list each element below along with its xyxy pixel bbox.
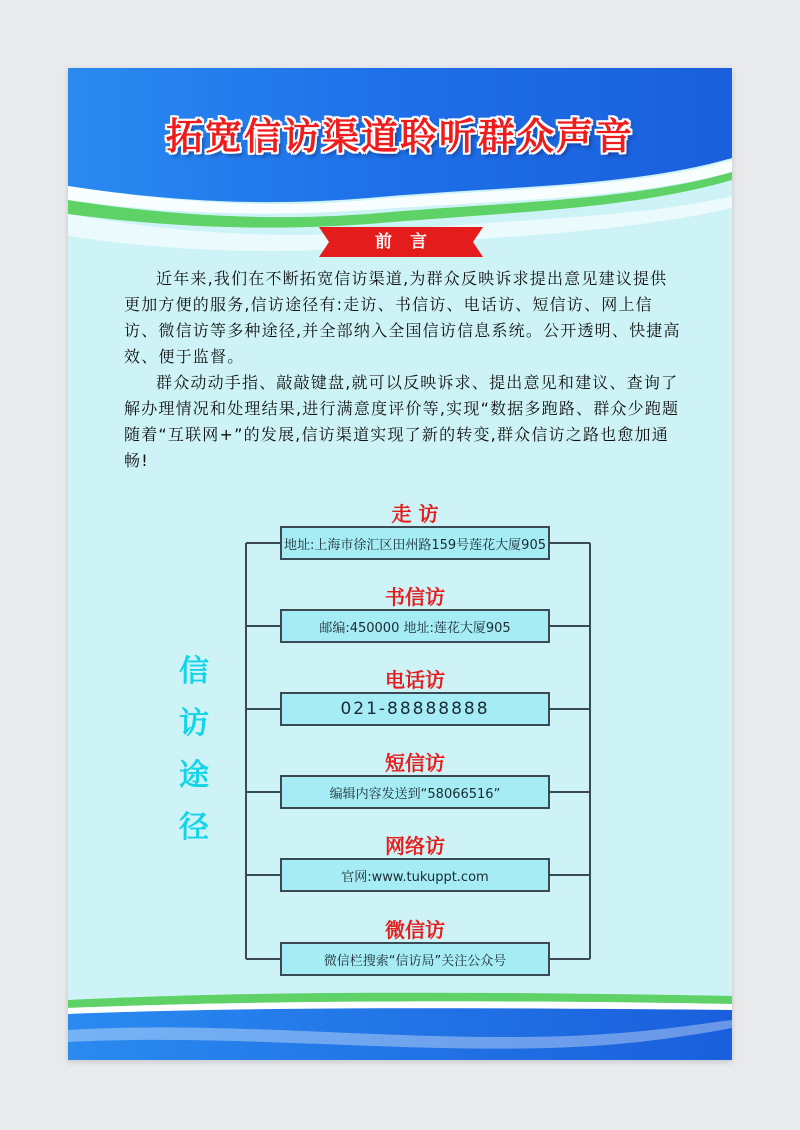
info-text: 微信栏搜索“信访局”关注公众号 [323, 953, 507, 969]
method-name-phone: 电话访 [385, 668, 445, 692]
method-name-web: 网络访 [385, 834, 445, 858]
info-text: 编辑内容发送到“58066516” [329, 786, 501, 802]
method-info-sms [280, 775, 550, 809]
poster [68, 68, 732, 1060]
method-info-web [280, 858, 550, 892]
method-info-wechat [280, 942, 550, 976]
info-text: 邮编:450000 地址:莲花大厦905 [319, 620, 511, 636]
intro-paragraph-2: 群众动动手指、敲敲键盘,就可以反映诉求、提出意见和建议、查询了解办理情况和处理结果,进行满意度评价等,实现“数据多跑路、群众少跑题随着“互联网+”的发展,信访渠道实现了新的转变,群众信访之路也愈加通畅! [124, 373, 680, 470]
method-info-letter [280, 609, 550, 643]
method-info-phone [280, 692, 550, 726]
vertical-title-char: 径 [179, 810, 209, 845]
info-text: 地址:上海市徐汇区田州路159号莲花大厦905 [283, 537, 546, 553]
method-name-letter: 书信访 [385, 585, 445, 609]
info-text: 官网:www.tukuppt.com [341, 869, 489, 885]
connector-lines [68, 68, 732, 1060]
method-name-wechat: 微信访 [385, 918, 445, 942]
method-name-sms: 短信访 [385, 751, 445, 775]
section-label: 前言 [375, 232, 445, 252]
info-text: 021-88888888 [340, 699, 490, 719]
method-info-visit [280, 526, 550, 560]
intro-paragraph-1: 近年来,我们在不断拓宽信访渠道,为群众反映诉求提出意见建议提供更加方便的服务,信访途径有:走访、书信访、电话访、短信访、网上信访、微信访等多种途径,并全部纳入全国信访信息系统。公开透明、快捷高效、便于监督。 [124, 269, 681, 366]
footer-wave-background [68, 990, 732, 1060]
vertical-title-char: 途 [179, 758, 209, 793]
page-title: 拓宽信访渠道聆听群众声音 [166, 115, 634, 158]
vertical-title-char: 访 [179, 706, 209, 741]
vertical-title-char: 信 [179, 654, 209, 689]
method-name-visit: 走 访 [391, 502, 439, 526]
